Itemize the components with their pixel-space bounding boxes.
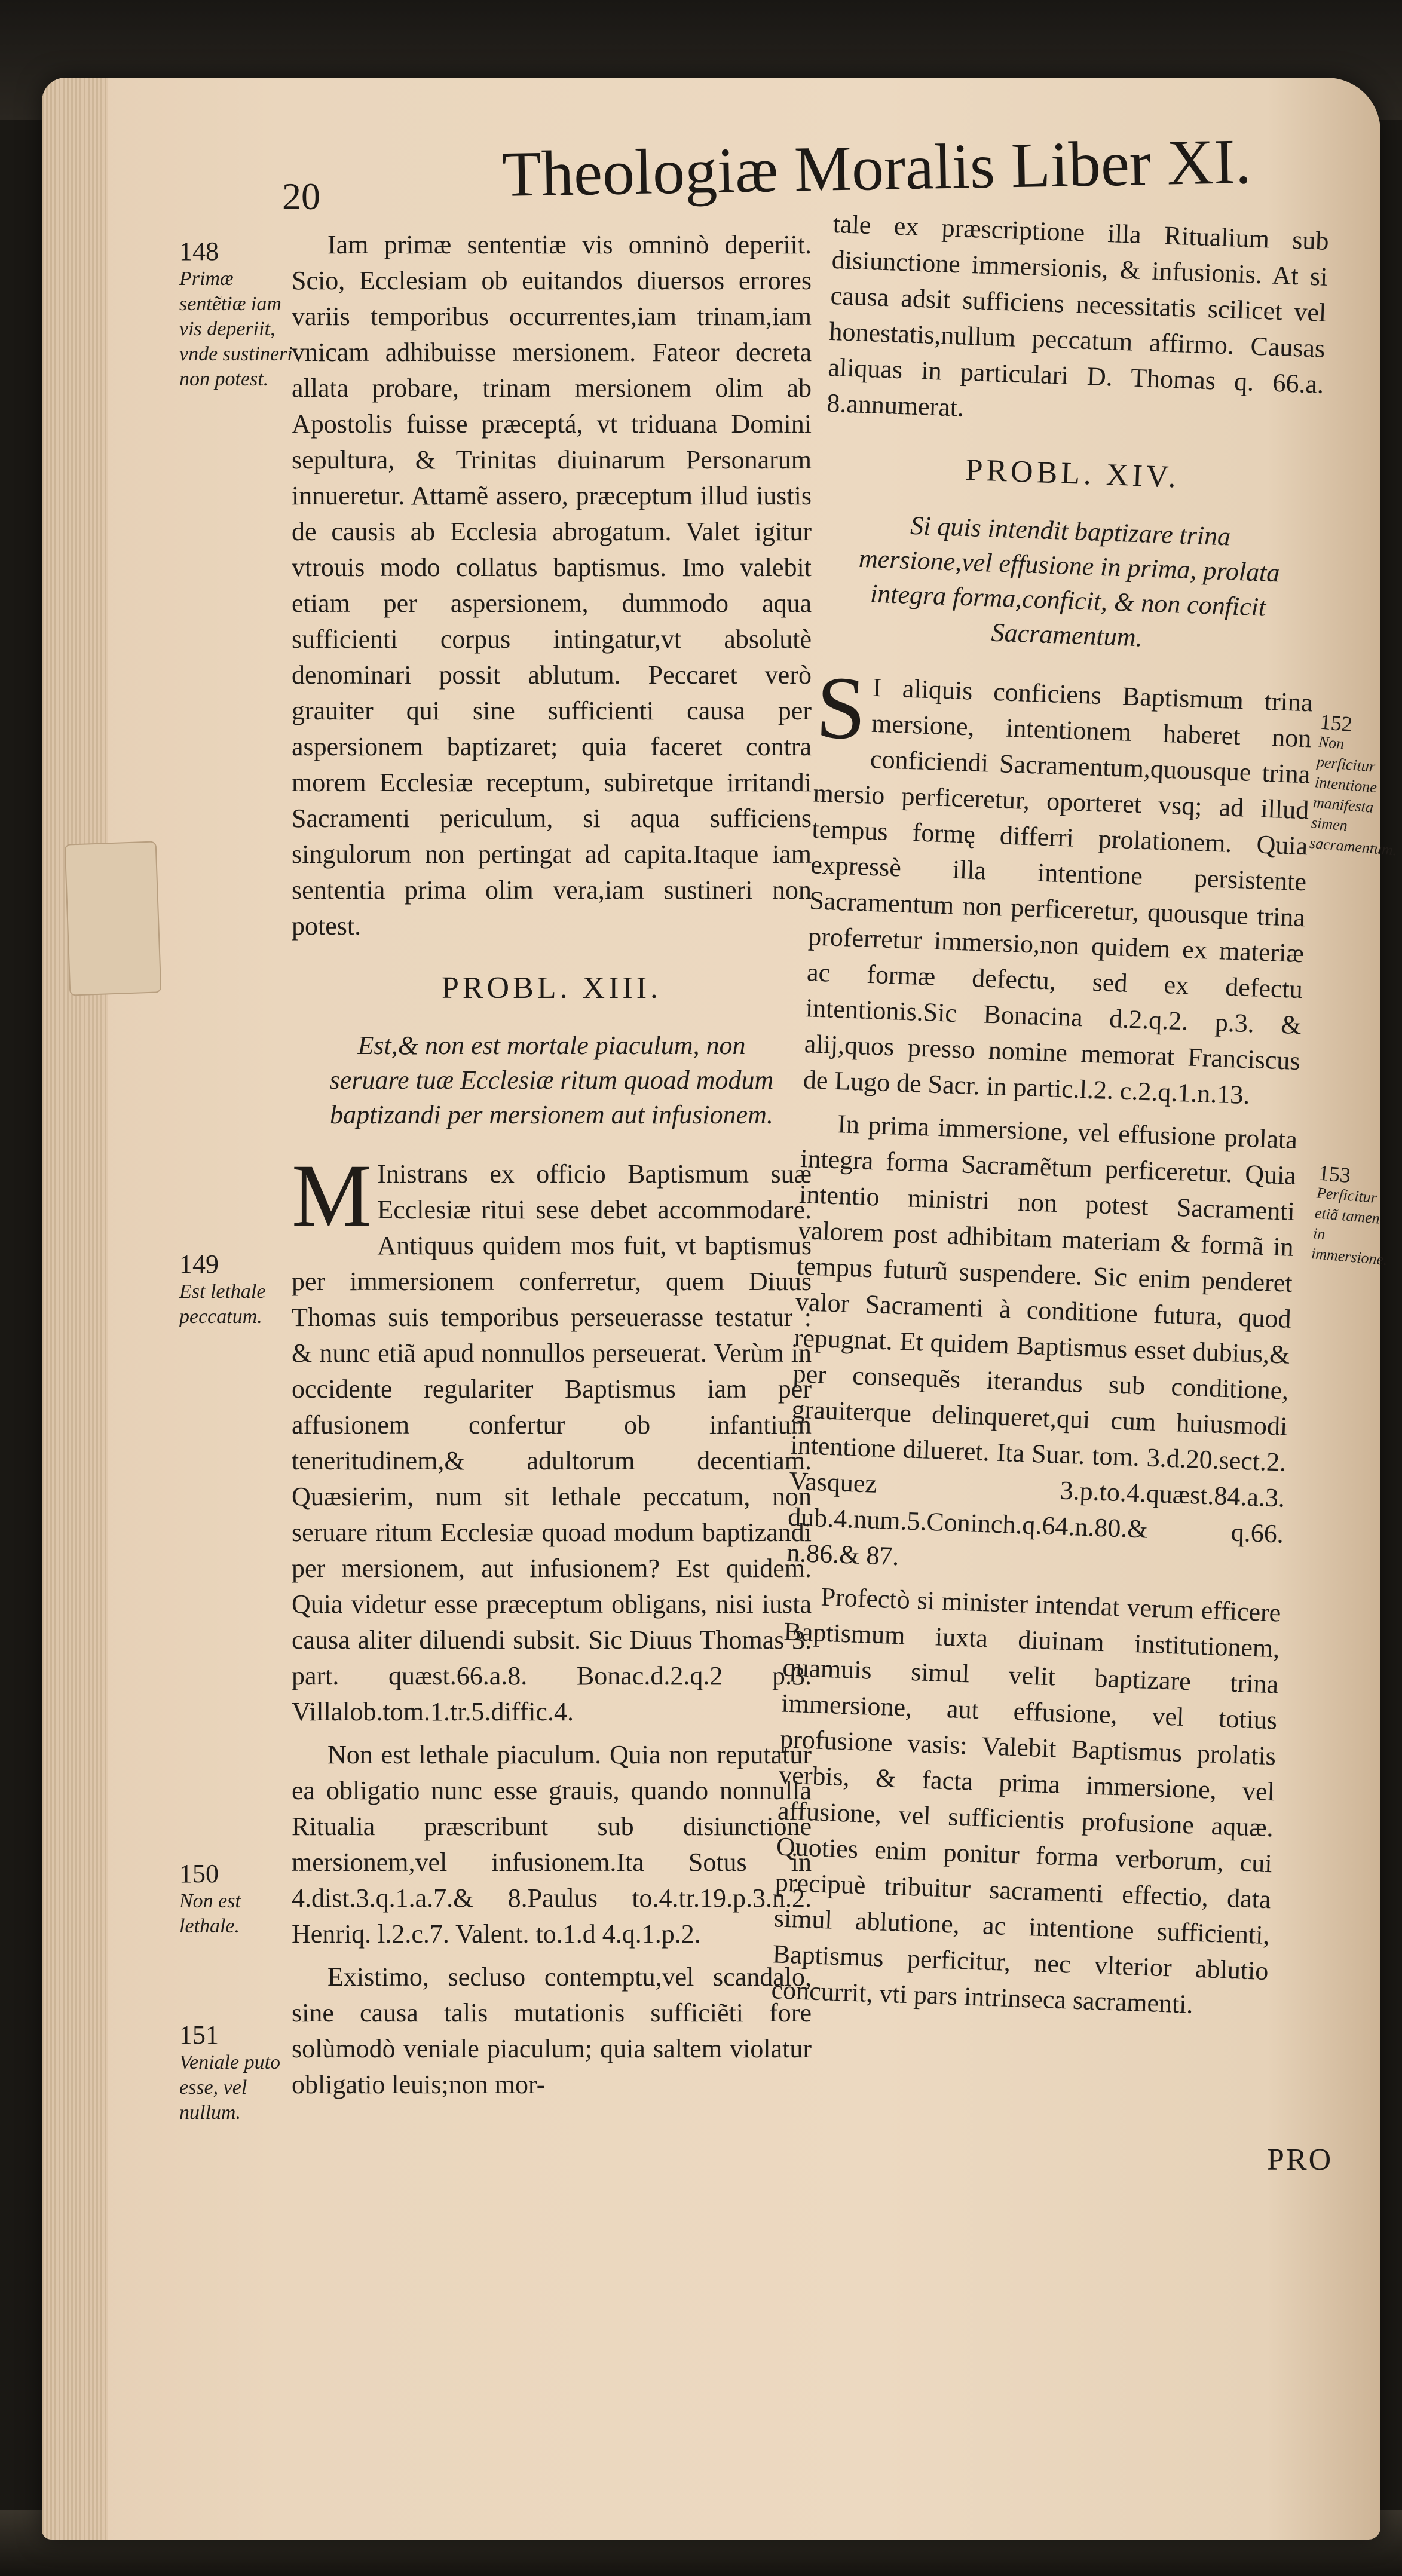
problem-13-subtitle: Est,& non est mortale piaculum, non seruare tuæ Ecclesiæ ritum quoad modum baptizandi per mersionem aut infusionem. <box>329 1031 774 1129</box>
left-column <box>292 227 812 2103</box>
problem-14-subtitle: Si quis intendit baptizare trina mersione,vel effusione in prima, prolata integra forma,conficit, & non conficit Sacramentum. <box>858 510 1281 653</box>
drop-cap: M <box>292 1146 372 1245</box>
margin-note-number: 150 <box>179 1859 219 1888</box>
margin-note-number: 151 <box>179 2020 219 2050</box>
margin-note-text: Veniale puto esse, vel nullum. <box>179 2051 281 2124</box>
margin-note-text: Est lethale peccatum. <box>179 1281 266 1328</box>
paragraph-152-text: I aliquis conficiens Baptismum trina mersione, intentionem haberet non conficiendi Sacramentum,quousque trina mersio perficeretur, oporteret vsq; ad illud tempus formę differri prolationem. Quia expressè illa intentione persistente Sacramentum non perficeretur, quousque trina proferretur immersio,non quidem ex materiæ ac formæ defectu, sed ex defectu intentionis.Sic Bonacina d.2.q.2. p.3. & alij,quos presso nomine memorat Franciscus de Lugo de Sacr. in partic.l.2. c.2.q.1.n.13. <box>803 672 1314 1110</box>
problem-13-heading: PROBL. XIII. <box>441 971 662 1005</box>
paragraph-149-text: Inistrans ex officio Baptismum suæ Ecclesiæ ritui sese debet accommodare. Antiquus quidem mos fuit, vt baptismus per immersionem conferretur, quem Diuus Thomas suis temporibus perseuerasse testatur : & nunc etiã apud nonnullos perseuerat. Verùm in occidente regulariter Baptismus iam per affusionem confertur ob infantium teneritudinem,& adultorum decentiam. Quæsierim, num sit lethale peccatum, non seruare ritum Ecclesiæ quoad modum baptizandi per mersionem, aut infusionem? Est quidem. Quia videtur esse præceptum obligans, nisi iusta causa aliter diluendi subsit. Sic Diuus Thomas 3. part. quæst.66.a.8. Bonac.d.2.q.2 p.3. Villalob.tom.1.tr.5.diffic.4. <box>292 1159 812 1726</box>
paragraph-continuation: tale ex præscriptione illa Ritualium sub disiunctione immersionis, & infusionis. At si causa adsit sufficiens necessitatis scilicet vel honestatis,nullum peccatum affirmo. Causas aliquas in particulari D. Thomas q. 66.a. 8.annumerat. <box>826 209 1330 422</box>
paragraph-152 <box>803 657 1314 1116</box>
margin-note-text: Non perficitur intentione manifesta simen sacramentum. <box>1309 733 1398 859</box>
margin-note-number: 148 <box>179 237 219 266</box>
margin-note-150 <box>179 1861 275 1939</box>
margin-note-149 <box>179 1249 281 1330</box>
margin-note-number: 152 <box>1319 709 1354 737</box>
page-number: 20 <box>282 175 320 218</box>
margin-note-153 <box>1311 1160 1388 1270</box>
margin-note-text: Perficitur etiã tamen in immersione. <box>1311 1184 1388 1269</box>
margin-note-number: 149 <box>179 1249 219 1279</box>
paragraph-149 <box>292 1146 812 1730</box>
drop-cap: S <box>814 657 868 759</box>
paragraph-151: Existimo, secluso contemptu,vel scandalo, sine causa talis mutationis sufficiẽti fore solùmodò veniale piaculum; quia saltem violatur obligatio leuis;non mor- <box>292 1962 812 2099</box>
running-title: Theologiæ Moralis Liber XI. <box>501 126 1252 210</box>
bookmark-ribbon <box>65 841 162 996</box>
paragraph-148: Iam primæ sententiæ vis omninò deperiit. Scio, Ecclesiam ob euitandos diuersos errores variis temporibus occurrentes,iam trinam,iam vnicam adhibuisse mersionem. Fateor decreta allata probare, trinam mersionem olim ab Apostolis fuisse præceptá, vt triduana Domini sepultura, & Trinitas diuinarum Personarum innueretur. Attamẽ assero, præceptum illud iustis de causis ab Ecclesia abrogatum. Valet igitur vtrouis modo collatus baptismus. Imo valebit etiam per aspersionem, dummodo aqua sufficienti corpus intingatur,vt absolutè denominari possit ablutum. Peccaret verò grauiter qui sine sufficienti causa per aspersionem baptizaret; quia faceret contra morem Ecclesiæ receptum, subiretque irritandi Sacramenti periculum, si aqua sufficiens singulorum non pertingat ad capita.Itaque iam sententia prima olim vera,iam sustineri non potest. <box>292 230 812 941</box>
margin-note-151 <box>179 2020 281 2125</box>
margin-note-text: Primæ sentẽtiæ iam vis deperiit, vnde sustineri non potest. <box>179 268 293 390</box>
margin-note-148 <box>179 239 293 392</box>
right-column <box>771 206 1330 2025</box>
paragraph-153: In prima immersione, vel effusione prolata integra forma Sacramẽtum perficeretur. Quia intentio ministri non potest Sacramenti valorem post adhibitam materiam & formã in tempus futurũ suspendere. Sic enim penderet valor Sacramenti à conditione futura, quod repugnat. Et quidem Baptismus esset dubius,& per consequẽs iterandus sub conditione, grauiterque delinqueret,qui cum huiusmodi intentione dilueret. Ita Suar. tom. 3.d.20.sect.2. Vasquez 3.p.to.4.quæst.84.a.3. dub.4.num.5.Coninch.q.64.n.80.& q.66. n.86.& 87. <box>786 1109 1298 1572</box>
margin-note-number: 153 <box>1317 1160 1352 1188</box>
paragraph-150: Non est lethale piaculum. Quia non reputatur ea obligatio nunc esse grauis, quando nonnulla Ritualia præscribunt sub disiunctione mersionem,vel infusionem.Ita Sotus in 4.dist.3.q.1.a.7.& 8.Paulus to.4.tr.19.p.3.n.2. Henriq. l.2.c.7. Valent. to.1.d 4.q.1.p.2. <box>292 1740 812 1949</box>
paragraph-154: Profectò si minister intendat verum efficere Baptismum iuxta diuinam institutionem, quamuis simul velit baptizare trina immersione, aut effusione, vel totius profusione vasis: Valebit Baptismus prolatis verbis, & facta prima immersione, vel affusione, vel sufficientis profusione aquæ. Quoties enim ponitur forma verborum, cui precipuè tribuitur sacramenti effectio, data simul ablutione, ac intentione sufficienti, Baptismus perficitur, nec vlterior ablutio concurrit, vti pars intrinseca sacramenti. <box>770 1582 1282 2019</box>
page-edges <box>42 78 108 2540</box>
problem-14-heading: PROBL. XIV. <box>965 452 1180 495</box>
catchword: PRO <box>1267 2143 1333 2177</box>
margin-note-text: Non est lethale. <box>179 1890 241 1937</box>
margin-note-152 <box>1309 709 1398 859</box>
